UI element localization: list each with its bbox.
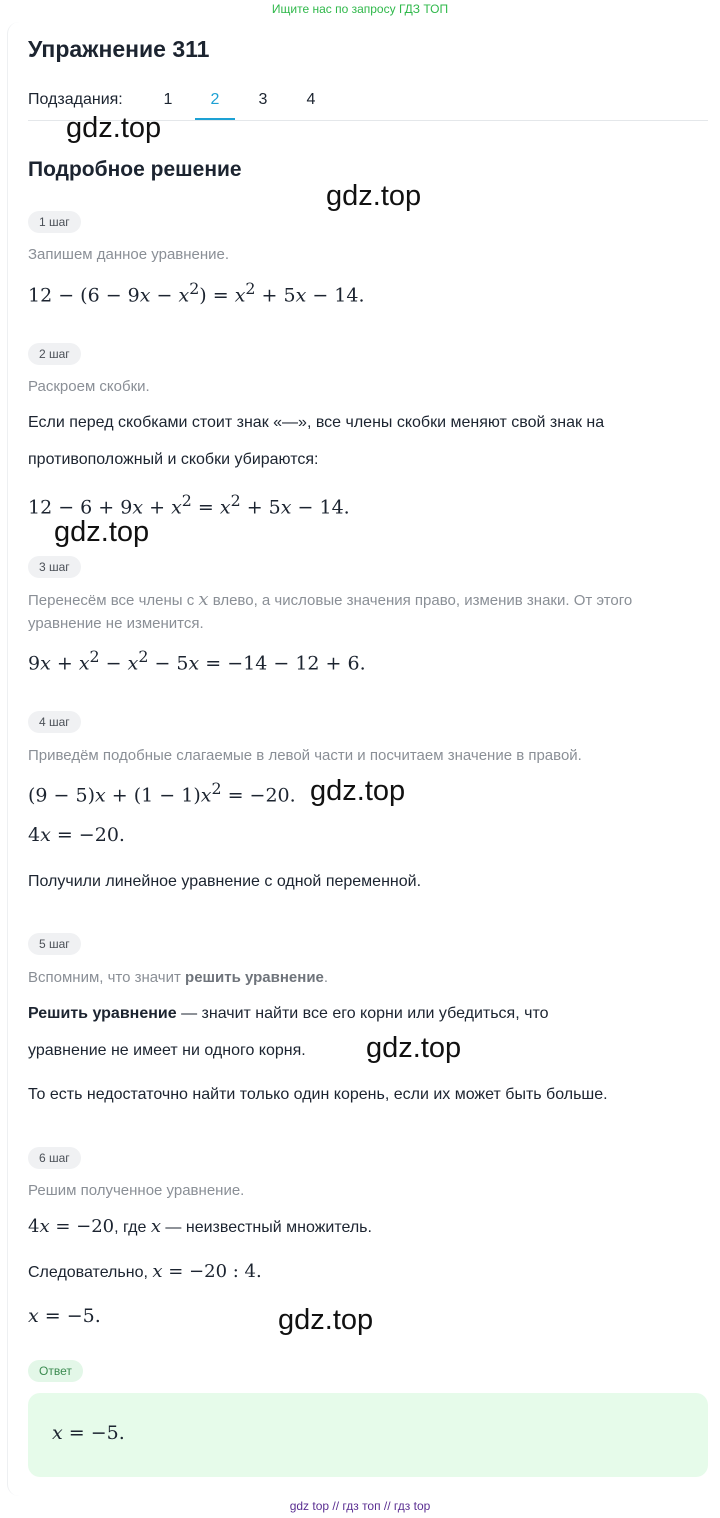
top-banner[interactable]: Ищите нас по запросу ГДЗ ТОП bbox=[271, 2, 449, 16]
step-text: Если перед скобками стоит знак «—», все члены скобки меняют свой знак на bbox=[28, 414, 605, 431]
step-badge: 3 шаг bbox=[28, 556, 81, 578]
step-text: То есть недостаточно найти только один корень, если их может быть больше. bbox=[28, 1086, 608, 1103]
answer-box bbox=[28, 1393, 708, 1477]
step-hint: Запишем данное уравнение. bbox=[28, 246, 230, 263]
equation: $9x + x^2 - x^2 - 5x = -14 - 12 + 6$. bbox=[28, 647, 366, 675]
watermark: gdz.top bbox=[366, 1032, 462, 1064]
tab-subtask-3[interactable]: 3 bbox=[258, 91, 268, 108]
footer-links[interactable]: gdz top // гдз топ // гдз top bbox=[289, 1499, 431, 1513]
step-hint: Приведём подобные слагаемые в левой части и посчитаем значение в правой. bbox=[28, 747, 582, 764]
step-hint: уравнение не изменится. bbox=[28, 615, 204, 632]
watermark: gdz.top bbox=[66, 112, 162, 144]
subtasks-label: Подзадания: bbox=[28, 91, 123, 108]
step-badge: 1 шаг bbox=[28, 211, 81, 233]
tab-subtask-1[interactable]: 1 bbox=[163, 91, 173, 108]
step-badge: 4 шаг bbox=[28, 711, 81, 733]
watermark: gdz.top bbox=[326, 180, 422, 212]
step-badge: 5 шаг bbox=[28, 933, 81, 955]
step-badge: 6 шаг bbox=[28, 1147, 81, 1169]
equation: $(9 - 5)x + (1 - 1)x^2 = -20$. bbox=[28, 779, 296, 807]
step-text: Решить уравнение — значит найти все его корни или убедиться, что bbox=[28, 1005, 549, 1022]
watermark: gdz.top bbox=[54, 516, 150, 548]
equation: $12 - (6 - 9x - x^2) = x^2 + 5x - 14$. bbox=[28, 279, 365, 307]
active-tab-indicator bbox=[195, 118, 235, 120]
watermark: gdz.top bbox=[278, 1304, 374, 1336]
step-text: Следовательно, x = −20 : 4. bbox=[28, 1261, 262, 1282]
equation: 4x = −20. bbox=[28, 824, 125, 846]
equation: $12 - 6 + 9x + x^2 = x^2 + 5x - 14$. bbox=[28, 491, 350, 519]
step-badge: 2 шаг bbox=[28, 343, 81, 365]
answer-equation: x = −5. bbox=[52, 1422, 125, 1444]
watermark: gdz.top bbox=[310, 775, 406, 807]
section-title: Подробное решение bbox=[28, 158, 242, 181]
step-text: 4x = −20, где x — неизвестный множитель. bbox=[28, 1216, 372, 1237]
page-title: Упражнение 311 bbox=[28, 36, 210, 62]
step-hint: Решим полученное уравнение. bbox=[28, 1182, 245, 1199]
step-text: противоположный и скобки убираются: bbox=[28, 451, 319, 468]
equation: x = −5. bbox=[28, 1305, 101, 1327]
tab-subtask-2[interactable]: 2 bbox=[210, 91, 220, 108]
step-text: уравнение не имеет ни одного корня. bbox=[28, 1042, 306, 1059]
step-text: Получили линейное уравнение с одной переменной. bbox=[28, 873, 422, 890]
step-hint: Раскроем скобки. bbox=[28, 378, 150, 395]
answer-badge: Ответ bbox=[28, 1360, 83, 1382]
tab-subtask-4[interactable]: 4 bbox=[306, 91, 316, 108]
step-hint: Перенесём все члены с x влево, а числовые значения право, изменив знаки. От этого bbox=[28, 589, 633, 610]
step-hint: Вспомним, что значит решить уравнение. bbox=[28, 969, 329, 986]
